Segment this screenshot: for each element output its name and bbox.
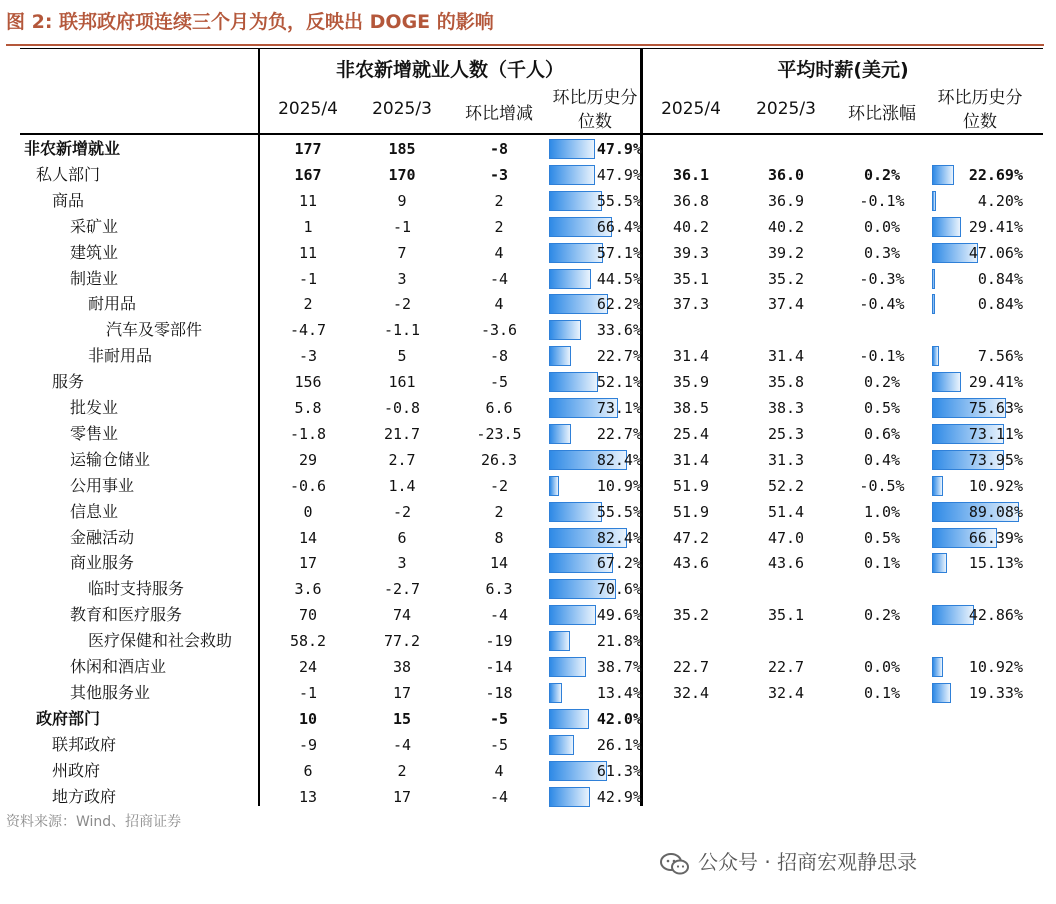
cell-g1-mar: -0.8 xyxy=(383,399,421,417)
row-label: 私人部门 xyxy=(36,164,101,184)
row-label: 政府部门 xyxy=(36,708,101,728)
cell-g1-percentile: 10.9% xyxy=(596,476,642,495)
cell-g1-change: -5 xyxy=(489,709,509,728)
cell-g1-percentile: 55.5% xyxy=(596,502,642,521)
cell-g1-mar: 15 xyxy=(392,709,412,728)
cell-g1-apr: 3.6 xyxy=(294,580,322,599)
cell-g1-apr: 167 xyxy=(294,165,322,184)
row-label: 其他服务业 xyxy=(70,682,151,702)
cell-g2-apr: 22.7 xyxy=(672,658,710,676)
cell-g1-mar: 3 xyxy=(397,269,407,288)
cell-g2-change: 0.0% xyxy=(863,217,901,236)
cell-g2-mar: 22.7 xyxy=(767,658,805,676)
row-label: 耐用品 xyxy=(88,294,137,314)
cell-g1-change: -3.6 xyxy=(480,321,518,340)
row-label: 制造业 xyxy=(70,268,119,288)
cell-g2-mar: 36.9 xyxy=(767,191,805,210)
cell-g1-mar: 77.2 xyxy=(383,632,421,651)
group1-header: 非农新增就业人数（千人） xyxy=(335,59,564,81)
cell-g2-apr: 31.4 xyxy=(672,347,710,366)
cell-g2-percentile: 10.92% xyxy=(968,476,1023,495)
cell-g1-mar: 74 xyxy=(392,606,412,625)
row-label: 信息业 xyxy=(70,501,119,521)
cell-g1-mar: 38 xyxy=(392,658,412,676)
cell-g1-percentile: 22.7% xyxy=(596,424,642,443)
cell-g1-percentile: 61.3% xyxy=(596,761,642,780)
cell-g1-mar: 161 xyxy=(388,373,416,392)
cell-g2-change: -0.3% xyxy=(859,269,905,288)
cell-g1-apr: 177 xyxy=(294,140,322,158)
cell-g2-apr: 51.9 xyxy=(672,476,710,495)
col-header-g2-change: 环比涨幅 xyxy=(848,104,916,124)
cell-g1-percentile: 47.9% xyxy=(596,140,642,158)
cell-g2-change: 0.2% xyxy=(863,165,901,184)
cell-g2-change: 0.1% xyxy=(863,554,901,573)
cell-g2-mar: 51.4 xyxy=(767,502,805,521)
cell-g2-change: -0.5% xyxy=(859,476,905,495)
cell-g1-mar: -4 xyxy=(392,735,412,754)
cell-g2-apr: 40.2 xyxy=(672,217,710,236)
label-col-divider xyxy=(258,48,260,806)
cell-g1-change: -5 xyxy=(489,735,509,754)
cell-g1-apr: 156 xyxy=(294,373,322,392)
cell-g1-mar: 17 xyxy=(392,787,412,806)
cell-g1-apr: -0.6 xyxy=(289,476,327,495)
cell-g2-mar: 31.4 xyxy=(767,347,805,366)
cell-g1-change: 6.6 xyxy=(485,399,513,417)
cell-g2-percentile: 0.84% xyxy=(977,295,1023,314)
cell-g1-change: 14 xyxy=(489,554,509,573)
cell-g2-percentile: 75.63% xyxy=(968,399,1023,417)
cell-g1-change: -8 xyxy=(489,140,509,158)
row-label: 州政府 xyxy=(52,760,101,780)
table-top-border xyxy=(20,48,1043,49)
cell-g1-apr: -4.7 xyxy=(289,321,327,340)
cell-g1-change: 2 xyxy=(494,217,504,236)
cell-g2-apr: 35.1 xyxy=(672,269,710,288)
cell-g1-apr: 11 xyxy=(298,191,318,210)
cell-g1-mar: 185 xyxy=(388,140,416,158)
col-header-g2-percentile: 环比历史分位数 xyxy=(937,88,1023,132)
cell-g1-apr: 11 xyxy=(298,243,318,262)
cell-g1-apr: 14 xyxy=(298,528,318,547)
cell-g2-mar: 31.3 xyxy=(767,450,805,469)
cell-g1-mar: 1.4 xyxy=(388,476,416,495)
cell-g1-mar: -1.1 xyxy=(383,321,421,340)
cell-g2-apr: 31.4 xyxy=(672,450,710,469)
cell-g1-change: 4 xyxy=(494,295,504,314)
cell-g2-apr: 43.6 xyxy=(672,554,710,573)
cell-g1-percentile: 26.1% xyxy=(596,735,642,754)
cell-g1-apr: 58.2 xyxy=(289,632,327,651)
row-label: 临时支持服务 xyxy=(88,579,185,599)
row-label: 批发业 xyxy=(70,398,119,417)
col-header-g1-mar: 2025/3 xyxy=(372,99,432,119)
cell-g2-apr: 51.9 xyxy=(672,502,710,521)
cell-g2-change: 0.3% xyxy=(863,243,901,262)
cell-g2-apr: 38.5 xyxy=(672,399,710,417)
cell-g2-change: 0.5% xyxy=(863,528,901,547)
cell-g1-mar: 7 xyxy=(397,243,407,262)
cell-g1-apr: 13 xyxy=(298,787,318,806)
cell-g1-apr: -1 xyxy=(298,269,318,288)
cell-g1-apr: 0 xyxy=(303,502,313,521)
cell-g1-change: -18 xyxy=(485,683,513,702)
cell-g1-percentile: 33.6% xyxy=(596,321,642,340)
cell-g2-mar: 35.1 xyxy=(767,606,805,625)
cell-g1-change: 8 xyxy=(494,528,504,547)
row-label: 采矿业 xyxy=(70,216,119,236)
cell-g1-change: 6.3 xyxy=(485,580,513,599)
cell-g1-apr: 29 xyxy=(298,450,318,469)
cell-g1-mar: -2.7 xyxy=(383,580,421,599)
cell-g1-percentile: 62.2% xyxy=(596,295,642,314)
row-label: 公用事业 xyxy=(70,475,135,495)
cell-g1-change: -23.5 xyxy=(476,424,522,443)
cell-g1-apr: 24 xyxy=(298,658,318,676)
cell-g2-percentile: 29.41% xyxy=(968,373,1023,392)
cell-g2-apr: 32.4 xyxy=(672,683,710,702)
cell-g2-percentile: 10.92% xyxy=(968,658,1023,676)
cell-g2-change: 0.1% xyxy=(863,683,901,702)
col-header-g1-change: 环比增减 xyxy=(465,104,533,124)
cell-g2-apr: 35.9 xyxy=(672,373,710,392)
cell-g2-mar: 40.2 xyxy=(767,217,805,236)
row-label: 商品 xyxy=(52,190,85,210)
cell-g2-change: 0.5% xyxy=(863,399,901,417)
cell-g2-mar: 35.8 xyxy=(767,373,805,392)
cell-g2-apr: 36.8 xyxy=(672,191,710,210)
group2-header: 平均时薪(美元) xyxy=(777,59,909,81)
cell-g1-change: 4 xyxy=(494,243,504,262)
cell-g2-apr: 37.3 xyxy=(672,295,710,314)
cell-g1-mar: 21.7 xyxy=(383,424,421,443)
cell-g1-apr: 10 xyxy=(298,709,318,728)
cell-g1-percentile: 66.4% xyxy=(596,217,642,236)
cell-g2-change: -0.1% xyxy=(859,191,905,210)
cell-g2-mar: 38.3 xyxy=(767,399,805,417)
cell-g1-percentile: 70.6% xyxy=(596,580,642,599)
cell-g2-percentile: 19.33% xyxy=(968,683,1023,702)
cell-g1-apr: 1 xyxy=(303,217,313,236)
cell-g1-change: -4 xyxy=(489,269,509,288)
cell-g1-mar: 2 xyxy=(397,761,407,780)
col-header-g2-mar: 2025/3 xyxy=(756,99,816,119)
cell-g2-change: -0.1% xyxy=(859,347,905,366)
cell-g1-percentile: 57.1% xyxy=(596,243,642,262)
source-note: 资料来源：Wind、招商证券 xyxy=(6,814,182,830)
cell-g2-mar: 39.2 xyxy=(767,243,805,262)
cell-g1-percentile: 47.9% xyxy=(596,165,642,184)
cell-g2-apr: 47.2 xyxy=(672,528,710,547)
cell-g1-mar: 5 xyxy=(397,347,407,366)
cell-g1-percentile: 55.5% xyxy=(596,191,642,210)
cell-g1-apr: -9 xyxy=(298,735,318,754)
header-bottom-border xyxy=(20,133,1043,135)
row-label: 金融活动 xyxy=(70,527,135,547)
cell-g2-percentile: 15.13% xyxy=(968,554,1023,573)
cell-g1-apr: 6 xyxy=(303,761,313,780)
cell-g2-percentile: 47.06% xyxy=(968,243,1023,262)
cell-g1-change: -5 xyxy=(489,373,509,392)
cell-g2-mar: 47.0 xyxy=(767,528,805,547)
cell-g1-change: 2 xyxy=(494,502,504,521)
cell-g2-mar: 35.2 xyxy=(767,269,805,288)
cell-g2-percentile: 89.08% xyxy=(968,502,1023,521)
wechat-icon xyxy=(660,853,690,875)
col-header-g1-apr: 2025/4 xyxy=(278,99,338,119)
cell-g2-mar: 25.3 xyxy=(767,424,805,443)
cell-g2-apr: 36.1 xyxy=(672,165,710,184)
cell-g2-change: 1.0% xyxy=(863,502,901,521)
cell-g2-mar: 32.4 xyxy=(767,683,805,702)
cell-g1-percentile: 49.6% xyxy=(596,606,642,625)
row-label: 服务 xyxy=(52,372,85,392)
col-header-g2-apr: 2025/4 xyxy=(661,99,721,119)
cell-g1-percentile: 42.0% xyxy=(596,709,642,728)
row-label: 医疗保健和社会救助 xyxy=(88,631,233,651)
cell-g1-mar: 6 xyxy=(397,528,407,547)
cell-g1-change: -8 xyxy=(489,347,509,366)
cell-g2-mar: 52.2 xyxy=(767,476,805,495)
cell-g2-apr: 39.3 xyxy=(672,243,710,262)
cell-g1-change: -2 xyxy=(489,476,509,495)
cell-g1-change: 26.3 xyxy=(480,450,518,469)
watermark xyxy=(660,846,917,875)
cell-g1-change: -14 xyxy=(485,658,513,676)
cell-g1-apr: -1 xyxy=(298,683,318,702)
row-label: 零售业 xyxy=(70,423,119,443)
cell-g1-percentile: 67.2% xyxy=(596,554,642,573)
row-label: 教育和医疗服务 xyxy=(70,605,183,625)
cell-g1-apr: 70 xyxy=(298,606,318,625)
cell-g1-percentile: 42.9% xyxy=(596,787,642,806)
col-header-g1-percentile: 环比历史分位数 xyxy=(552,88,638,132)
cell-g2-percentile: 73.95% xyxy=(968,450,1023,469)
cell-g1-apr: 17 xyxy=(298,554,318,573)
cell-g1-mar: 170 xyxy=(388,165,416,184)
cell-g1-percentile: 82.4% xyxy=(596,450,642,469)
watermark-text: 公众号 · 招商宏观静思录 xyxy=(698,850,918,874)
row-label: 建筑业 xyxy=(70,242,119,262)
cell-g1-apr: -3 xyxy=(298,347,318,366)
row-label: 联邦政府 xyxy=(52,734,117,754)
cell-g1-mar: -1 xyxy=(392,217,412,236)
cell-g2-mar: 37.4 xyxy=(767,295,805,314)
row-label: 汽车及零部件 xyxy=(106,320,203,340)
cell-g1-percentile: 73.1% xyxy=(596,399,642,417)
cell-g2-apr: 35.2 xyxy=(672,606,710,625)
cell-g1-percentile: 44.5% xyxy=(596,269,642,288)
cell-g1-percentile: 52.1% xyxy=(596,373,642,392)
cell-g1-percentile: 13.4% xyxy=(596,683,642,702)
cell-g1-change: 4 xyxy=(494,761,504,780)
cell-g2-mar: 36.0 xyxy=(767,165,805,184)
cell-g1-change: -4 xyxy=(489,787,509,806)
cell-g2-change: 0.4% xyxy=(863,450,901,469)
row-label: 商业服务 xyxy=(70,553,135,573)
row-label: 运输仓储业 xyxy=(70,449,151,469)
cell-g1-mar: 3 xyxy=(397,554,407,573)
cell-g1-percentile: 22.7% xyxy=(596,347,642,366)
cell-g2-change: 0.6% xyxy=(863,424,901,443)
cell-g2-change: 0.2% xyxy=(863,606,901,625)
cell-g2-change: -0.4% xyxy=(859,295,905,314)
cell-g2-mar: 43.6 xyxy=(767,554,805,573)
cell-g1-apr: 5.8 xyxy=(294,399,322,417)
cell-g2-percentile: 29.41% xyxy=(968,217,1023,236)
cell-g1-change: -3 xyxy=(489,165,509,184)
cell-g2-percentile: 22.69% xyxy=(968,165,1023,184)
cell-g2-percentile: 0.84% xyxy=(977,269,1023,288)
figure-title: 图 2: 联邦政府项连续三个月为负，反映出 DOGE 的影响 xyxy=(6,11,494,33)
cell-g1-change: -4 xyxy=(489,606,509,625)
cell-g1-mar: -2 xyxy=(392,502,412,521)
cell-g1-percentile: 38.7% xyxy=(596,658,642,676)
cell-g2-percentile: 42.86% xyxy=(968,606,1023,625)
row-label: 休闲和酒店业 xyxy=(70,657,167,676)
cell-g1-apr: 2 xyxy=(303,295,313,314)
cell-g1-mar: 2.7 xyxy=(388,450,416,469)
row-label: 非耐用品 xyxy=(88,346,153,366)
cell-g1-change: 2 xyxy=(494,191,504,210)
cell-g2-percentile: 7.56% xyxy=(977,347,1023,366)
cell-g2-percentile: 4.20% xyxy=(977,191,1023,210)
cell-g1-mar: 17 xyxy=(392,683,412,702)
cell-g1-mar: 9 xyxy=(397,191,407,210)
cell-g1-mar: -2 xyxy=(392,295,412,314)
cell-g1-percentile: 82.4% xyxy=(596,528,642,547)
cell-g1-change: -19 xyxy=(485,632,513,651)
cell-g1-apr: -1.8 xyxy=(289,424,327,443)
cell-g2-apr: 25.4 xyxy=(672,424,710,443)
row-label: 非农新增就业 xyxy=(24,139,121,158)
cell-g2-change: 0.2% xyxy=(863,373,901,392)
cell-g2-change: 0.0% xyxy=(863,658,901,676)
cell-g1-percentile: 21.8% xyxy=(596,632,642,651)
row-label: 地方政府 xyxy=(52,786,117,806)
cell-g2-percentile: 66.39% xyxy=(968,528,1023,547)
cell-g2-percentile: 73.11% xyxy=(968,424,1023,443)
